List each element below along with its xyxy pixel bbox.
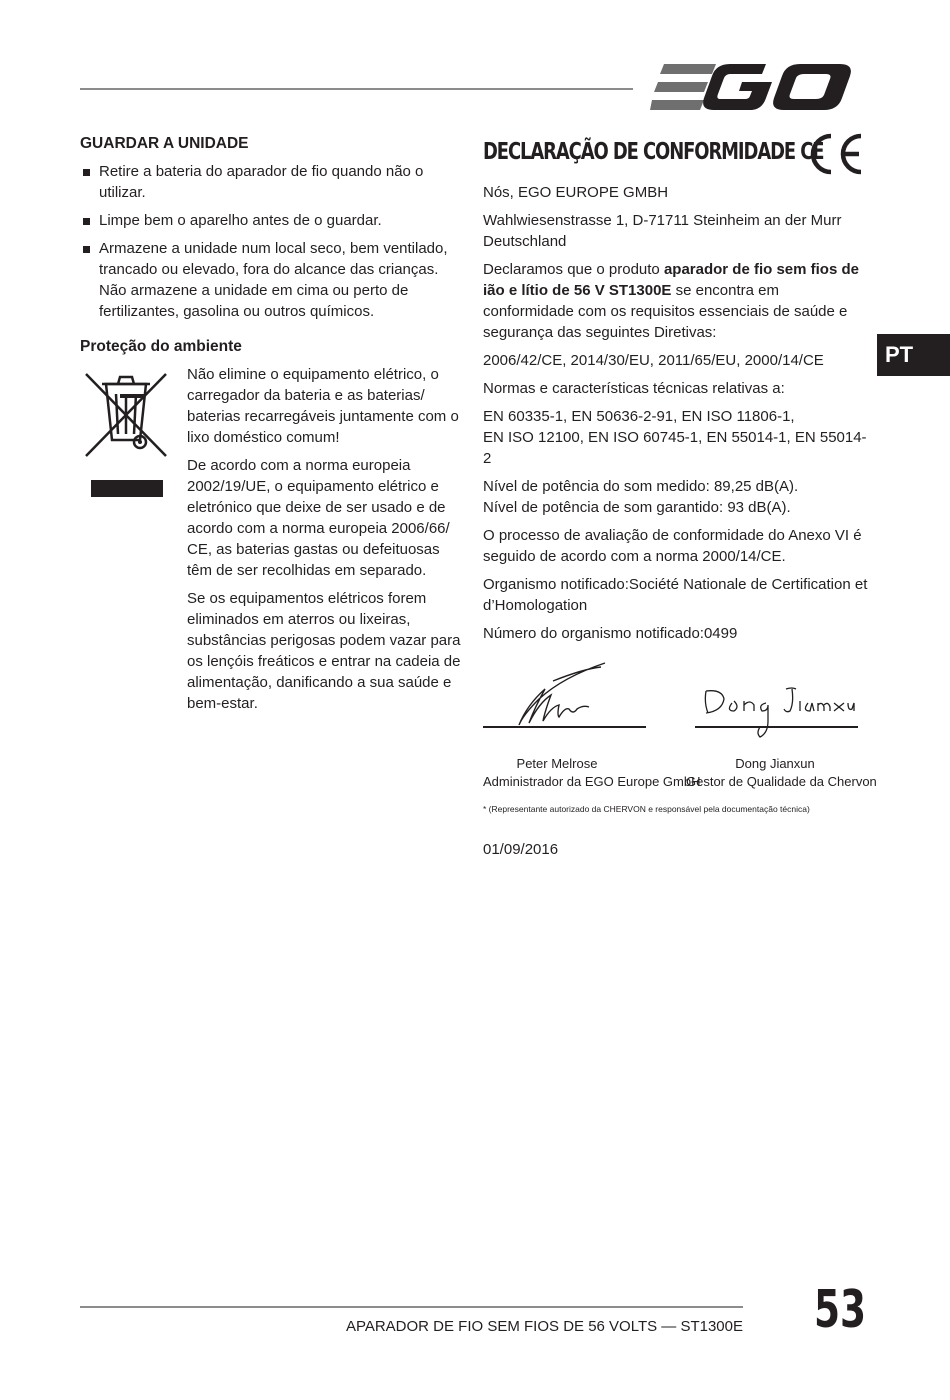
logo-text: EGO — [650, 62, 653, 63]
signer-title: Administrador da EGO Europe GmbH — [483, 774, 701, 789]
storage-heading: GUARDAR A UNIDADE — [80, 135, 249, 152]
storage-list — [80, 161, 465, 322]
env-paragraph: De acordo com a norma europeia 2002/19/UE, o equipamento elétrico e eletrónico que deixe de ser usado e de acordo com a norma europeia 2006/66/ CE, as baterias gastas ou defeituosas têm de ser recolhidas em separado. — [187, 457, 450, 579]
footer-product: APARADOR DE FIO SEM FIOS DE 56 VOLTS — ST1300E — [345, 1318, 743, 1335]
footnote: * (Representante autorizado da CHERVON e responsável pela documentação técnica) — [483, 804, 810, 814]
ce-mark-icon — [805, 132, 867, 176]
env-paragraph: Não elimine o equipamento elétrico, o carregador da bateria e as baterias/ baterias recarregáveis juntamente com o lixo doméstico comum! — [187, 366, 459, 446]
page-number: 53 — [814, 1280, 867, 1340]
list-item: Limpe bem o aparelho antes de o guardar. — [80, 210, 465, 231]
language-tab: PT — [877, 334, 950, 376]
declaration-prefix: Declaramos que o produto — [483, 261, 664, 278]
sound-levels — [483, 476, 868, 518]
right-column — [483, 130, 877, 867]
signature-line — [483, 726, 646, 728]
list-item: Armazene a unidade num local seco, bem ventilado, trancado ou elevado, fora do alcance das crianças. Não armazene a unidade em cima ou perto de fertilizantes, gasolina ou outros químicos. — [80, 238, 465, 322]
product-name: aparador de fio sem fios de ião e lítio de 56 V ST1300E — [483, 261, 859, 299]
signatures — [483, 651, 877, 801]
signer-name: Dong Jianxun — [735, 756, 815, 771]
sound-measured: Nível de potência do som medido: 89,25 dB(A). — [483, 478, 799, 495]
signer-title: Gestor de Qualidade da Chervon — [686, 774, 877, 789]
ego-logo-icon — [650, 62, 862, 114]
signature-dong-icon — [698, 681, 858, 746]
list-item: Retire a bateria do aparador de fio quando não o utilizar. — [80, 161, 465, 203]
environment-block — [80, 364, 465, 714]
signature-line — [695, 726, 858, 728]
signer-2 — [686, 755, 877, 791]
notified-number: Número do organismo notificado:0499 — [483, 625, 738, 642]
sound-guaranteed: Nível de potência de som garantido: 93 dB(A). — [483, 499, 791, 516]
signer-name: Peter Melrose — [516, 756, 598, 771]
declaration-suffix: se encontra em conformidade com os requisitos essenciais de saúde e segurança das seguintes Diretivas: — [483, 282, 848, 341]
environment-heading: Proteção do ambiente — [80, 338, 242, 355]
signer-1 — [483, 755, 701, 791]
notified-body: Organismo notificado:Société Nationale de Certification et d’Homologation — [483, 576, 868, 614]
signature-melrose-icon — [493, 659, 623, 731]
standards-line: EN ISO 12100, EN ISO 60745-1, EN 55014-1, EN 55014-2 — [483, 429, 867, 467]
standards-label: Normas e características técnicas relativas a: — [483, 380, 785, 397]
standards-line: EN 60335-1, EN 50636-2-91, EN ISO 11806-1, — [483, 408, 795, 425]
declaration-statement — [483, 259, 868, 343]
standards — [483, 406, 868, 469]
header-rule — [80, 88, 633, 90]
address: Wahlwiesenstrasse 1, D-71711 Steinheim an der Murr Deutschland — [483, 212, 842, 250]
assessment: O processo de avaliação de conformidade do Anexo VI é seguido de acordo com a norma 2000/14/CE. — [483, 527, 862, 565]
directives: 2006/42/CE, 2014/30/EU, 2011/65/EU, 2000/14/CE — [483, 352, 824, 369]
crossed-out-bin-icon — [80, 364, 172, 499]
ce-mark-text: CE — [805, 132, 807, 133]
environment-text — [187, 364, 465, 714]
declaration-title: DECLARAÇÃO DE CONFORMIDADE CE — [483, 139, 824, 165]
footer-rule — [80, 1306, 743, 1308]
declarant: Nós, EGO EUROPE GMBH — [483, 184, 669, 201]
left-column — [80, 133, 465, 721]
env-paragraph: Se os equipamentos elétricos forem eliminados em aterros ou lixeiras, substâncias perigosas podem vazar para os lençóis freáticos e entrar na cadeia de alimentação, danificando a sua saúde e bem-estar. — [187, 590, 461, 712]
declaration-title-row — [483, 130, 868, 182]
declaration-date: 01/09/2016 — [483, 841, 559, 858]
